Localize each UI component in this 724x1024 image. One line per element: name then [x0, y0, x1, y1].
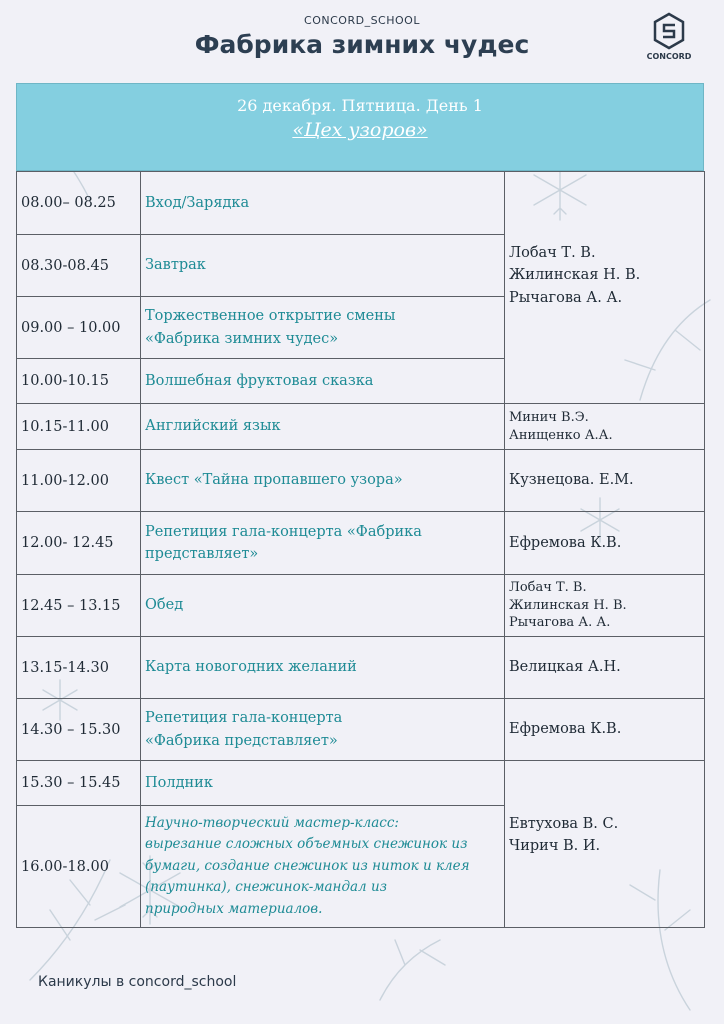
row-time: 11.00-12.00 — [17, 450, 141, 512]
row-responsible: Лобач Т. В. Жилинская Н. В. Рычагова А. А. — [505, 575, 705, 637]
table-row — [17, 172, 705, 235]
table-row — [17, 699, 705, 761]
row-time: 14.30 – 15.30 — [17, 699, 141, 761]
brand-label: CONCORD_SCHOOL — [304, 14, 420, 27]
row-time: 13.15-14.30 — [17, 637, 141, 699]
row-responsible: Ефремова К.В. — [505, 512, 705, 575]
row-activity: Английский язык — [141, 404, 505, 450]
row-time: 15.30 – 15.45 — [17, 761, 141, 806]
table-row — [17, 761, 705, 806]
row-activity: Торжественное открытие смены «Фабрика зимних чудес» — [141, 297, 505, 359]
concord-logo — [644, 12, 694, 78]
row-responsible: Кузнецова. Е.М. — [505, 450, 705, 512]
row-activity: Вход/Зарядка — [141, 172, 505, 235]
row-time: 12.45 – 13.15 — [17, 575, 141, 637]
table-row — [17, 512, 705, 575]
row-responsible: Велицкая А.Н. — [505, 637, 705, 699]
branch-icon — [380, 940, 445, 1000]
row-responsible: Минич В.Э. Анищенко А.А. — [505, 404, 705, 450]
page-title: Фабрика зимних чудес — [194, 30, 530, 59]
row-responsible: Евтухова В. С. Чирич В. И. — [505, 761, 705, 928]
row-time: 10.00-10.15 — [17, 359, 141, 404]
concord-logo-icon — [652, 12, 686, 50]
row-activity: Завтрак — [141, 235, 505, 297]
table-row — [17, 575, 705, 637]
row-time: 16.00-18.00 — [17, 806, 141, 928]
row-activity: Волшебная фруктовая сказка — [141, 359, 505, 404]
row-time: 08.00– 08.25 — [17, 172, 141, 235]
row-responsible: Ефремова К.В. — [505, 699, 705, 761]
day-theme: «Цех узоров» — [292, 119, 428, 141]
row-time: 09.00 – 10.00 — [17, 297, 141, 359]
table-row — [17, 404, 705, 450]
table-row — [17, 450, 705, 512]
row-activity: Квест «Тайна пропавшего узора» — [141, 450, 505, 512]
row-time: 10.15-11.00 — [17, 404, 141, 450]
day-date: 26 декабря. Пятница. День 1 — [237, 96, 483, 115]
footer-text: Каникулы в concord_school — [38, 974, 237, 990]
schedule-table — [16, 171, 705, 928]
row-activity: Полдник — [141, 761, 505, 806]
logo-text: CONCORD — [646, 52, 692, 61]
row-activity: Научно-творческий мастер-класс: вырезание сложных объемных снежинок из бумаги, создание снежинок из ниток и клея (паутинка), снежинок-мандал из природных материалов. — [141, 806, 505, 928]
row-activity: Репетиция гала-концерта «Фабрика представляет» — [141, 512, 505, 575]
row-activity: Обед — [141, 575, 505, 637]
row-time: 08.30-08.45 — [17, 235, 141, 297]
row-activity: Репетиция гала-концерта «Фабрика представляет» — [141, 699, 505, 761]
row-responsible: Лобач Т. В. Жилинская Н. В. Рычагова А. А. — [505, 172, 705, 404]
row-activity: Карта новогодних желаний — [141, 637, 505, 699]
row-time: 12.00- 12.45 — [17, 512, 141, 575]
table-row — [17, 637, 705, 699]
day-header — [16, 83, 704, 171]
